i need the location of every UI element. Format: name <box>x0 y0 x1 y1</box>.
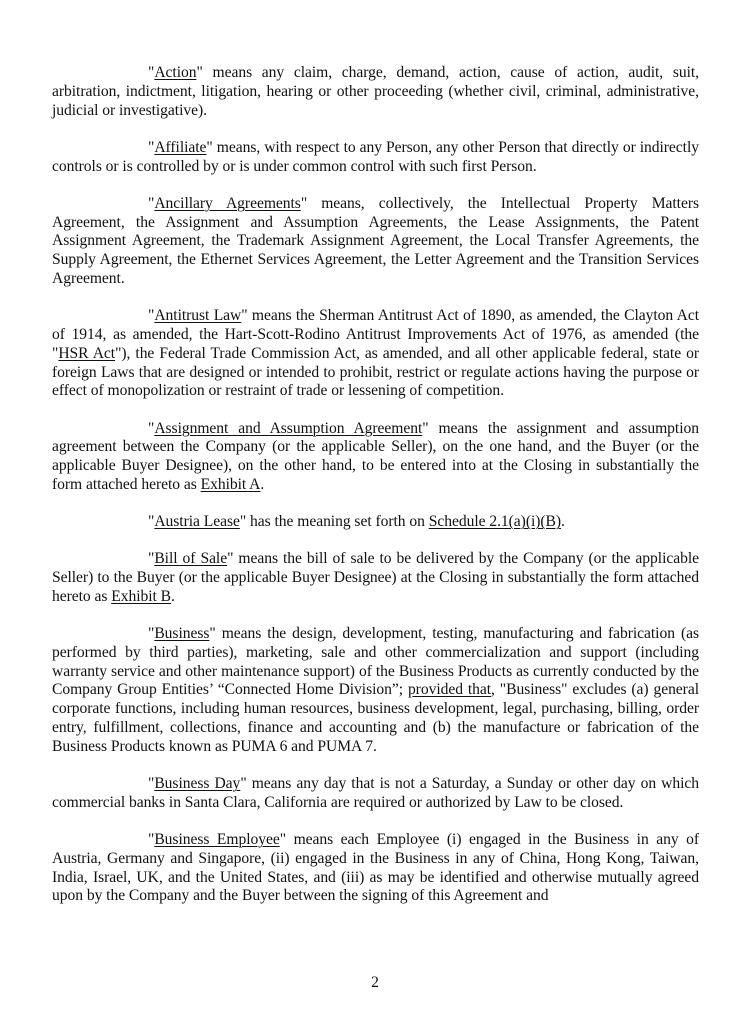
definition-business <box>52 625 699 757</box>
definition-text: " <box>148 625 155 643</box>
defined-term: Ancillary Agreements <box>154 194 301 212</box>
definition-text: , "Business" excludes (a) general corporate functions, including human resources, business development, legal, purchasing, billing, order entry, fulfillment, collections, finance and accounting and (b) the manufacture or fabrication of the Business Products known as PUMA 6 and PUMA 7. <box>52 681 699 755</box>
definition-text: " means the Sherman Antitrust Act of 1890, as amended, the Clayton Act of 1914, as amended, the Hart-Scott-Rodino Antitrust Improvements Act of 1976, as amended (the " <box>52 307 699 362</box>
defined-term: Business <box>154 625 210 643</box>
defined-term: Austria Lease <box>154 513 240 531</box>
page-number: 2 <box>371 974 379 991</box>
defined-term: Bill of Sale <box>154 550 228 568</box>
definition-text: "), the Federal Trade Commission Act, as amended, and all other applicable federal, state or foreign Laws that are designed or intended to prohibit, restrict or regulate actions having the purpose or effect of monopolization or restraint of trade or lessening of competition. <box>52 344 699 400</box>
definition-text: . <box>260 475 265 493</box>
defined-term: Antitrust Law <box>154 307 242 325</box>
definition-text: " means each Employee (i) engaged in the Business in any of Austria, Germany and Singapore, (ii) engaged in the Business in any of China, Hong Kong, Taiwan, India, Israel, UK, and the United States, and (iii) as may be identified and otherwise mutually agreed upon by the Company and the Buyer between the signing of this Agreement and <box>52 831 699 905</box>
defined-term: Business Employee <box>154 831 280 849</box>
definition-text: " means the bill of sale to be delivered by the Company (or the applicable Seller) to the Buyer (or the applicable Buyer Designee) at the Closing in substantially the form attached hereto as <box>52 550 699 605</box>
definition-assignment-and-assumption-agreement <box>52 420 699 495</box>
cross-reference: HSR Act <box>58 344 116 362</box>
definition-action <box>52 64 699 120</box>
cross-reference: provided that <box>407 681 492 699</box>
definition-text: " <box>148 550 155 568</box>
definition-text: " <box>148 64 155 81</box>
cross-reference: Exhibit A <box>200 475 261 493</box>
definition-text: " means any day that is not a Saturday, a Sunday or other day on which commercial banks in Santa Clara, California are required or authorized by Law to be closed. <box>52 775 700 811</box>
definition-text: " has the meaning set forth on <box>239 513 429 531</box>
definition-text: . <box>171 587 175 605</box>
definition-business-day <box>52 775 699 813</box>
definition-text: " <box>148 194 155 212</box>
cross-reference: Exhibit B <box>111 587 172 605</box>
definition-ancillary-agreements <box>52 195 699 289</box>
definition-text: " means, collectively, the Intellectual Property Matters Agreement, the Assignment and Assumption Agreements, the Lease Assignments, the Patent Assignment Agreement, the Trademark Assignment Agreement, the Local Transfer Agreements, the Supply Agreement, the Ethernet Services Agreement, the Letter Agreement and the Transition Services Agreement. <box>52 194 699 287</box>
definition-bill-of-sale <box>52 550 699 606</box>
definition-business-employee <box>52 831 699 906</box>
definition-text: . <box>561 513 565 531</box>
definition-text: " means the design, development, testing, manufacturing and fabrication (as performed by third parties), marketing, sale and other commercialization and support (including warranty service and other maintenance support) of the Business Products as currently conducted by the Company Group Entities’ “Connected Home Division”; <box>52 625 699 699</box>
defined-term: Business Day <box>154 775 241 793</box>
definition-affiliate <box>52 139 699 177</box>
defined-term: Affiliate <box>154 138 207 156</box>
definition-text: " <box>148 513 155 531</box>
definition-text: " <box>148 775 155 793</box>
definition-antitrust-law <box>52 307 699 401</box>
definition-text: " <box>148 419 155 437</box>
defined-term: Action <box>154 64 197 81</box>
definition-text: " <box>148 138 155 156</box>
definition-text: " means the assignment and assumption agreement between the Company (or the applicable Seller), on the one hand, and the Buyer (or the applicable Buyer Designee), on the other hand, to be entered into at the Closing in substantially the form attached hereto as <box>52 419 699 493</box>
definition-text: " means, with respect to any Person, any other Person that directly or indirectly controls or is controlled by or is under common control with such first Person. <box>52 138 699 175</box>
defined-term: Assignment and Assumption Agreement <box>154 419 423 437</box>
definition-text: " <box>148 307 155 325</box>
definition-austria-lease <box>52 513 699 532</box>
definition-text: " means any claim, charge, demand, action, cause of action, audit, suit, arbitration, indictment, litigation, hearing or other proceeding (whether civil, criminal, administrative, judicial or investigative). <box>52 64 699 119</box>
definition-text: " <box>148 831 155 849</box>
cross-reference: Schedule 2.1(a)(i)(B) <box>428 513 562 531</box>
document-page <box>52 64 699 925</box>
